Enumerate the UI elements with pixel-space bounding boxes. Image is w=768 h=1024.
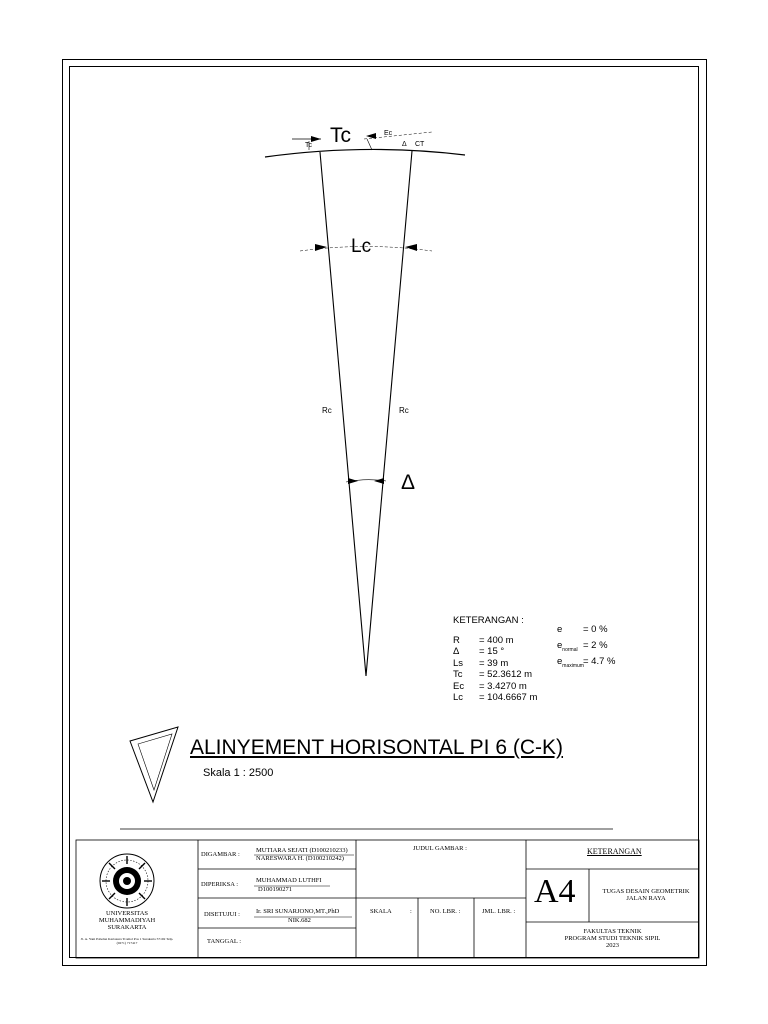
ec-label: Ec	[384, 130, 393, 137]
faculty-info: FAKULTAS TEKNIK PROGRAM STUDI TEKNIK SIPIL 2023	[564, 928, 661, 949]
disetujui-name: Ir. SRI SUNARJONO,MT.,PhD	[256, 908, 340, 915]
digambar-label: DIGAMBAR :	[201, 851, 240, 858]
judul-gambar-label: JUDUL GAMBAR :	[413, 845, 467, 852]
delta-label-big: Δ	[401, 471, 416, 494]
jml-lbr-label: JML. LBR. :	[482, 908, 516, 915]
disetujui-id: NIK.682	[288, 917, 311, 924]
project-name: TUGAS DESAIN GEOMETRIK JALAN RAYA	[602, 888, 690, 902]
diperiksa-label: DIPERIKSA :	[201, 881, 239, 888]
legend-row-lc: Lc = 104.6667 m	[453, 692, 538, 704]
university-address: Jl. A. Yani Pabelan Kartasura Tromol Pos 1 Surakarta 57102 Telp. (0271) 717417	[80, 937, 174, 945]
legend-row-ls: Ls = 39 m	[453, 657, 509, 669]
legend-row-r: R = 400 m	[453, 635, 514, 646]
rc-label-right: Rc	[399, 406, 409, 415]
tc-label-small: Tc	[305, 142, 312, 149]
skala-label: SKALA	[370, 908, 392, 915]
digambar-name-2: NARESWARA H. (D100210242)	[256, 855, 344, 862]
university-name: UNIVERSITAS MUHAMMADIYAH SURAKARTA	[98, 910, 156, 931]
lc-arrow-left	[315, 244, 327, 251]
drawing-title: ALINYEMENT HORISONTAL PI 6 (C-K)	[190, 736, 564, 759]
tanggal-label: TANGGAL :	[207, 938, 242, 945]
legend-e-values	[557, 624, 615, 672]
diperiksa-name: MUHAMMAD LUTHFI	[256, 877, 322, 884]
legend-row-e: e = 0 %	[557, 624, 608, 635]
rc-label-left: Rc	[322, 406, 332, 415]
legend-row-e-normal: $e_{normal}$ = 2 %	[557, 639, 608, 653]
lc-arrow-right	[405, 244, 417, 251]
legend-title: KETERANGAN :	[453, 615, 524, 626]
ct-label: CT	[415, 141, 425, 148]
legend-values	[453, 635, 537, 703]
keterangan-heading: KETERANGAN	[587, 847, 642, 856]
legend-row-tc: Tc = 52.3612 m	[453, 669, 533, 681]
tc-arrow	[311, 136, 321, 142]
tc-label-big: Tc	[330, 124, 351, 147]
legend-row-delta: Δ = 15 °	[453, 646, 505, 658]
university-logo	[100, 854, 154, 908]
delta-arrow-right	[374, 478, 384, 484]
delta-label-small: Δ	[402, 141, 407, 148]
ec-leader	[367, 139, 372, 150]
skala-colon: :	[410, 908, 412, 915]
diperiksa-id: D100190271	[258, 886, 292, 893]
disetujui-label: DISETUJUI :	[204, 911, 240, 918]
no-lbr-label: NO. LBR. :	[430, 908, 461, 915]
road-arc	[265, 149, 465, 157]
digambar-name-1: MUTIARA SEJATI (D100210233)	[256, 847, 348, 854]
legend-row-ec: Ec = 3.4270 m	[453, 680, 527, 692]
delta-arrow-left	[348, 478, 358, 484]
lc-label: Lc	[351, 236, 372, 257]
legend-row-e-maximum: $e_{maximum}$ = 4.7 %	[557, 655, 616, 669]
paper-size: A4	[534, 873, 576, 910]
drawing-scale: Skala 1 : 2500	[203, 767, 274, 779]
